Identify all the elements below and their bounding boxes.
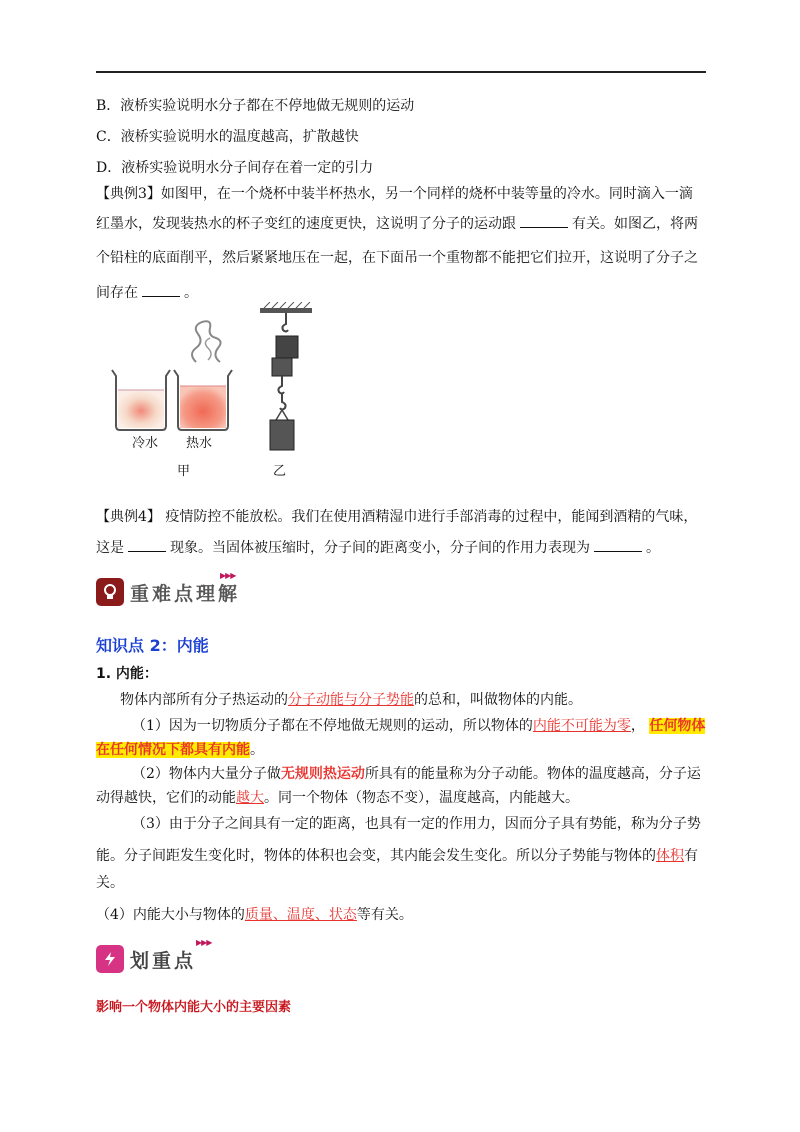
highlight-text: 越大 — [236, 790, 264, 806]
experiment-figure — [100, 302, 340, 487]
text: 能。分子间距发生变化时，物体的体积也会变，其内能会发生变化。所以分子势能与物体的 — [96, 848, 656, 864]
example4-text: 这是 — [96, 540, 124, 556]
paragraph-3b — [96, 788, 708, 808]
paragraph-4c: 关。 — [96, 875, 124, 891]
paragraph-3a — [132, 764, 744, 784]
lightbulb-icon — [96, 578, 124, 606]
text: 所具有的能量称为分子动能。物体的温度越高，分子运 — [364, 766, 701, 782]
highlight-text: 无规则热运动 — [280, 766, 365, 782]
hot-water-beaker — [174, 321, 232, 430]
text: ， — [630, 718, 645, 734]
paragraph-5 — [96, 905, 708, 925]
top-rule — [96, 71, 706, 73]
example3-text: 。 — [184, 285, 198, 301]
lead-cylinder-apparatus — [260, 302, 312, 450]
highlight-text: 质量、温度、状态 — [244, 907, 357, 923]
text: 有 — [684, 848, 698, 864]
figure-yi-label: 乙 — [273, 464, 287, 479]
cold-water-beaker — [112, 370, 170, 430]
text: 物体内部所有分子热运动的 — [120, 692, 288, 708]
text: 的总和，叫做物体的内能。 — [414, 692, 582, 708]
banner-title: 划重点 — [130, 949, 197, 972]
example4-text: 。 — [646, 540, 660, 556]
option-d: D．液桥实验说明水分子间存在着一定的引力 — [96, 160, 374, 176]
knowledge-title: 知识点 2：内能 — [96, 636, 209, 655]
arrows-icon: ▶▶▶ — [220, 571, 236, 580]
paragraph-2a — [132, 716, 744, 736]
banner-title: 重难点理解 — [130, 582, 241, 605]
example4-line1: 【典例4】 疫情防控不能放松。我们在使用酒精湿巾进行手部消毒的过程中，能闻到酒精的气味， — [96, 509, 698, 525]
example3-text: 间存在 — [96, 285, 138, 301]
key-highlight: 任何物体 — [649, 718, 706, 734]
text: 动得越快，它们的动能 — [96, 790, 236, 806]
text: 等有关。 — [356, 907, 413, 923]
text: 。 — [250, 742, 264, 758]
answer-blank — [128, 537, 166, 552]
highlight-text: 体积 — [656, 848, 684, 864]
figure-jia-label: 甲 — [177, 464, 191, 479]
text: （1）因为一切物质分子都在不停地做无规则的运动，所以物体的 — [132, 718, 533, 734]
key-points-banner — [96, 938, 212, 976]
example3-line1: 【典例3】如图甲，在一个烧杯中装半杯热水，另一个同样的烧杯中装等量的冷水。同时滴入一滴 — [96, 186, 693, 202]
option-c: C．液桥实验说明水的温度越高，扩散越快 — [96, 129, 359, 145]
key-highlight: 在任何情况下都具有内能 — [96, 742, 250, 758]
paragraph-4a: （3）由于分子之间具有一定的距离，也具有一定的作用力，因而分子具有势能，称为分子势 — [132, 816, 701, 832]
text: 。同一个物体（物态不变），温度越高，内能越大。 — [264, 790, 579, 806]
hot-water-label: 热水 — [186, 436, 213, 451]
knowledge-subtitle: 1. 内能： — [96, 666, 158, 682]
text: （2）物体内大量分子做 — [132, 766, 281, 782]
lightning-icon — [96, 945, 124, 973]
answer-blank — [520, 213, 568, 228]
example3-line2 — [96, 213, 708, 234]
arrows-icon: ▶▶▶ — [196, 938, 212, 947]
option-b: B．液桥实验说明水分子都在不停地做无规则的运动 — [96, 98, 415, 114]
example3-text: 红墨水，发现装热水的杯子变红的速度更快，这说明了分子的运动跟 — [96, 216, 516, 232]
answer-blank — [594, 537, 642, 552]
answer-blank — [142, 282, 180, 297]
highlight-text: 内能不可能为零 — [532, 718, 631, 734]
example4-text: 现象。当固体被压缩时，分子间的距离变小，分子间的作用力表现为 — [170, 540, 590, 556]
example4-line2 — [96, 537, 708, 558]
example3-text: 有关。如图乙，将两 — [572, 216, 698, 232]
final-title: 影响一个物体内能大小的主要因素 — [96, 1000, 292, 1015]
highlight-text: 分子动能与分子势能 — [288, 692, 414, 708]
paragraph-1 — [120, 690, 732, 710]
example3-line3: 个铅柱的底面削平，然后紧紧地压在一起，在下面吊一个重物都不能把它们拉开，这说明了分子之 — [96, 250, 698, 266]
paragraph-2b — [96, 740, 708, 760]
paragraph-4b — [96, 846, 708, 866]
key-difficulty-banner — [96, 571, 241, 609]
text: （4）内能大小与物体的 — [96, 907, 245, 923]
cold-water-label: 冷水 — [132, 436, 159, 451]
example3-line4 — [96, 282, 708, 303]
